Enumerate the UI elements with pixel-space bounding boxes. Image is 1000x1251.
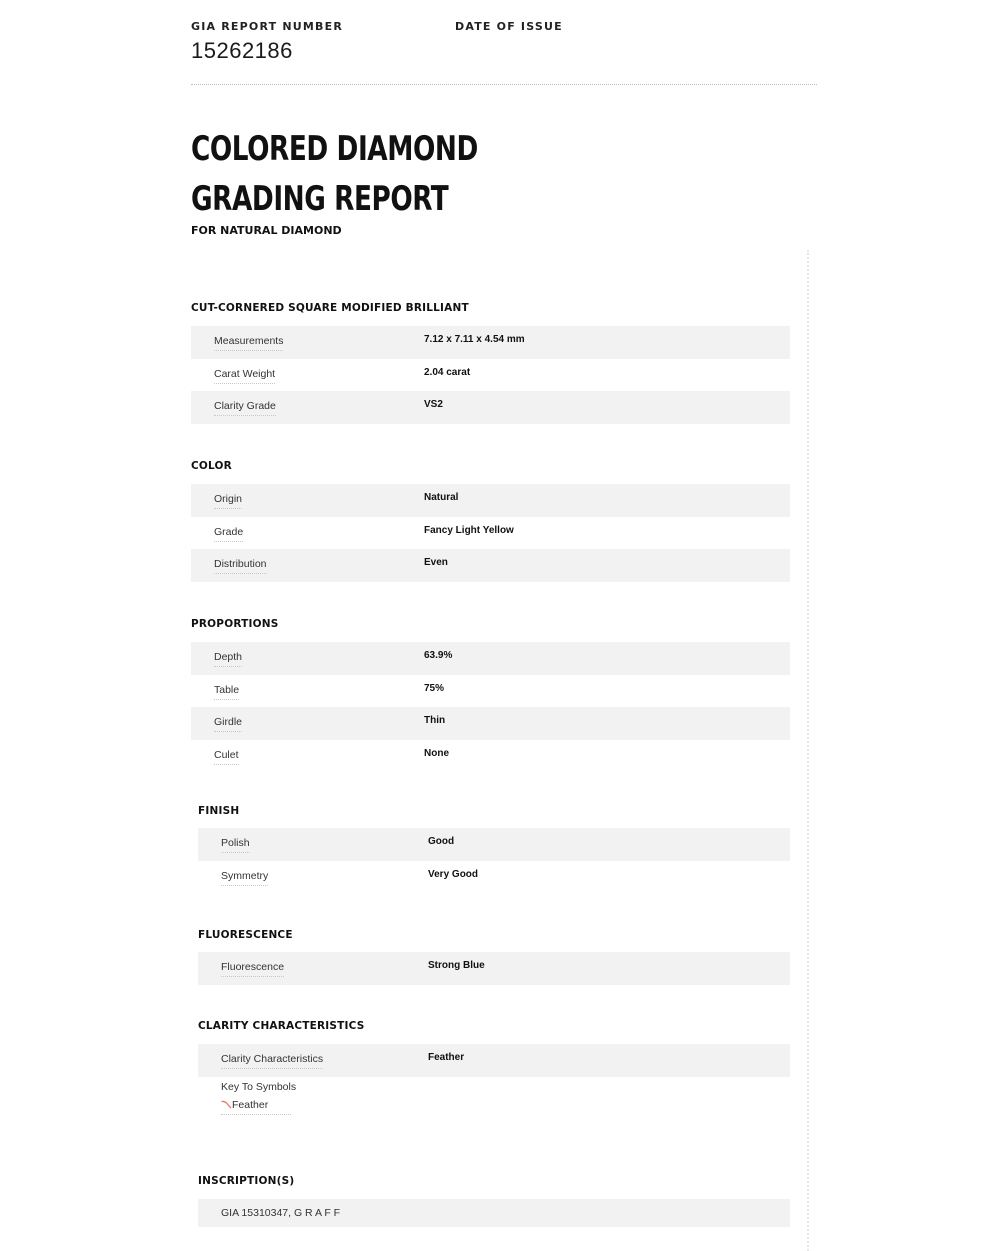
section-title: FLUORESCENCE: [198, 929, 293, 941]
row-value: Thin: [424, 715, 446, 727]
row-value: Feather: [428, 1052, 465, 1063]
table-row: [191, 642, 790, 675]
table-row: [191, 675, 790, 708]
inscription-text: GIA 15310347, G R A F F: [221, 1207, 341, 1219]
table-row: [191, 517, 790, 550]
row-label: Distribution: [214, 558, 267, 574]
row-value: 2.04 carat: [424, 366, 471, 378]
row-label: Polish: [221, 837, 250, 853]
date-of-issue-label: DATE OF ISSUE: [455, 20, 563, 33]
row-label: Table: [214, 684, 239, 700]
table-row: [191, 740, 790, 773]
key-item: [221, 1099, 291, 1115]
row-value: Fancy Light Yellow: [424, 524, 514, 536]
key-item-label: Feather: [232, 1098, 269, 1111]
table-row: [198, 861, 790, 894]
section-color: [191, 460, 790, 582]
report-number-label: GIA REPORT NUMBER: [191, 20, 344, 33]
row-label: Symmetry: [221, 870, 268, 886]
section-clarity-characteristics: [198, 1020, 790, 1123]
row-value: Good: [428, 836, 455, 847]
row-label: Fluorescence: [221, 961, 284, 977]
key-to-symbols: [198, 1077, 790, 1123]
section-title: PROPORTIONS: [191, 618, 279, 630]
row-value: VS2: [424, 399, 443, 411]
section-fluorescence: [198, 929, 790, 985]
row-value: 63.9%: [424, 650, 453, 661]
row-value: 75%: [424, 682, 445, 694]
row-value: Strong Blue: [428, 960, 485, 971]
section-proportions: [191, 618, 790, 773]
report-header: [191, 18, 817, 85]
row-label: Carat Weight: [214, 368, 275, 384]
row-value: 7.12 x 7.11 x 4.54 mm: [424, 334, 525, 345]
table-row: [191, 391, 790, 424]
section-title: FINISH: [198, 805, 240, 817]
section-title: INSCRIPTION(S): [198, 1175, 295, 1187]
table-row: [191, 326, 790, 359]
table-row: [191, 707, 790, 740]
feather-symbol-icon: [221, 1100, 232, 1109]
report-subtitle: FOR NATURAL DIAMOND: [191, 224, 342, 237]
section-inscriptions: [198, 1175, 790, 1227]
report-number: 15262186: [191, 38, 293, 63]
table-row: [198, 952, 790, 985]
row-label: Culet: [214, 749, 239, 765]
report-title: COLORED DIAMOND GRADING REPORT: [191, 129, 478, 219]
table-row: [191, 549, 790, 582]
section-finish: [198, 805, 790, 893]
row-label: Clarity Characteristics: [221, 1053, 323, 1069]
table-row: [191, 484, 790, 517]
key-to-symbols-label: Key To Symbols: [221, 1080, 297, 1093]
row-label: Girdle: [214, 716, 242, 732]
divider-line: [807, 250, 809, 1251]
table-row: [198, 1044, 790, 1077]
table-row: [191, 359, 790, 392]
row-value: Very Good: [428, 868, 479, 880]
row-value: None: [424, 748, 449, 760]
row-label: Depth: [214, 651, 242, 667]
section-shape: [191, 302, 790, 424]
section-title: COLOR: [191, 460, 232, 472]
row-label: Clarity Grade: [214, 400, 276, 416]
section-title: CUT-CORNERED SQUARE MODIFIED BRILLIANT: [191, 302, 469, 314]
table-row: [198, 1199, 790, 1227]
row-value: Natural: [424, 492, 459, 503]
table-row: [198, 828, 790, 861]
section-title: CLARITY CHARACTERISTICS: [198, 1020, 365, 1032]
row-label: Grade: [214, 526, 243, 542]
row-value: Even: [424, 557, 448, 569]
row-label: Origin: [214, 493, 242, 509]
row-label: Measurements: [214, 335, 283, 351]
